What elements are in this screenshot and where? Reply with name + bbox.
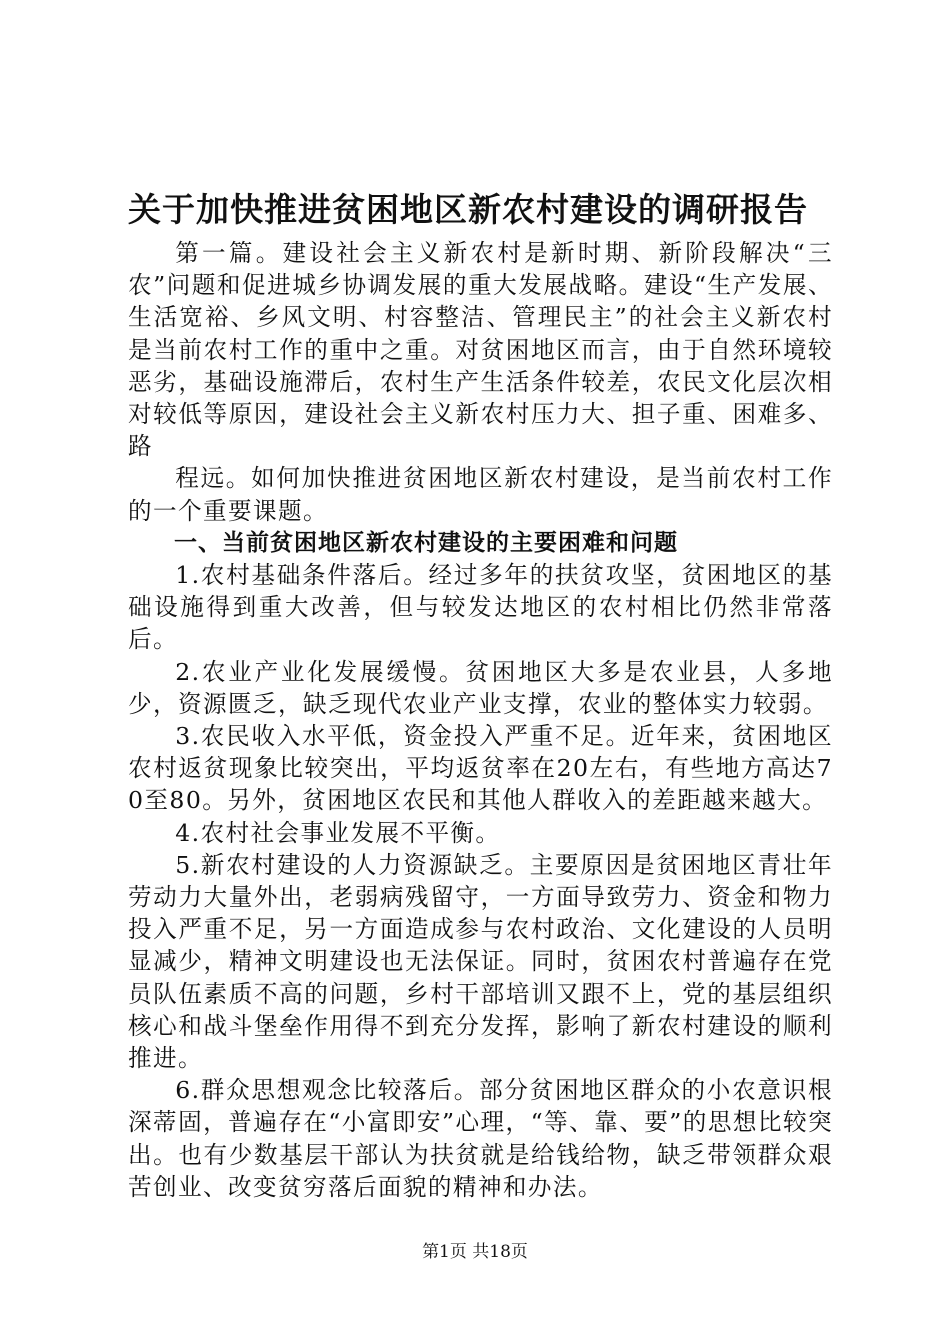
section-heading: 一、当前贫困地区新农村建设的主要困难和问题 <box>174 529 678 556</box>
page-footer: 第1页 共18页 <box>422 1242 528 1262</box>
problem-item-2: 2.农业产业化发展缓慢。贫困地区大多是农业县，人多地少，资源匮乏，缺乏现代农业产业支撑，农业的整体实力较弱。 <box>128 657 833 718</box>
document-title: 关于加快推进贫困地区新农村建设的调研报告 <box>128 190 808 229</box>
intro-paragraph-continued: 程远。如何加快推进贫困地区新农村建设，是当前农村工作的一个重要课题。 <box>128 464 833 525</box>
problem-item-3: 3.农民收入水平低，资金投入严重不足。近年来，贫困地区农村返贫现象比较突出，平均返贫率在20左右，有些地方高达70至80。另外，贫困地区农民和其他人群收入的差距越来越大。 <box>128 722 833 815</box>
problem-item-6: 6.群众思想观念比较落后。部分贫困地区群众的小农意识根深蒂固，普遍存在“小富即安”心理，“等、靠、要”的思想比较突出。也有少数基层干部认为扶贫就是给钱给物，缺乏带领群众艰苦创业、改变贫穷落后面貌的精神和办法。 <box>128 1076 833 1201</box>
problem-item-4: 4.农村社会事业发展不平衡。 <box>175 818 501 847</box>
document-body <box>128 237 833 1203</box>
problem-item-5: 5.新农村建设的人力资源缺乏。主要原因是贫困地区青壮年劳动力大量外出，老弱病残留守，一方面导致劳力、资金和物力投入严重不足，另一方面造成参与农村政治、文化建设的人员明显减少，精神文明建设也无法保证。同时，贫困农村普遍存在党员队伍素质不高的问题，乡村干部培训又跟不上，党的基层组织核心和战斗堡垒作用得不到充分发挥，影响了新农村建设的顺利推进。 <box>128 850 833 1073</box>
problem-item-1: 1.农村基础条件落后。经过多年的扶贫攻坚，贫困地区的基础设施得到重大改善，但与较发达地区的农村相比仍然非常落后。 <box>128 561 833 654</box>
intro-paragraph: 第一篇。建设社会主义新农村是新时期、新阶段解决“三农”问题和促进城乡协调发展的重大发展战略。建设“生产发展、生活宽裕、乡风文明、村容整洁、管理民主”的社会主义新农村是当前农村工作的重中之重。对贫困地区而言，由于自然环境较恶劣，基础设施滞后，农村生产生活条件较差，农民文化层次相对较低等原因，建设社会主义新农村压力大、担子重、困难多、路 <box>128 239 833 461</box>
